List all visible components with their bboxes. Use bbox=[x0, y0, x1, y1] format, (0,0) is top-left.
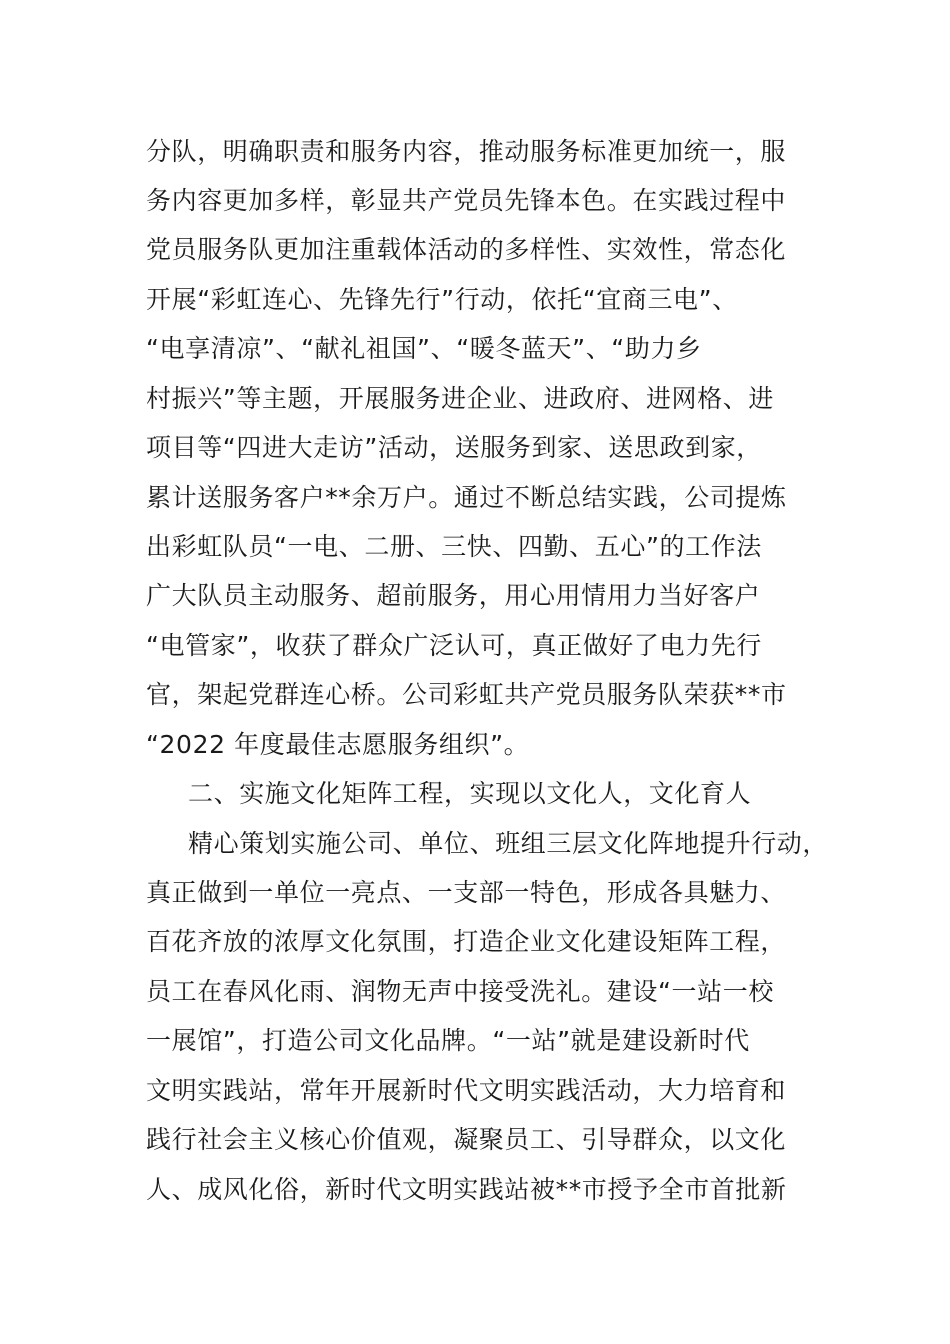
body-text-line: 村振兴”等主题，开展服务进企业、进政府、进网格、进 bbox=[146, 384, 774, 413]
paragraph-first-line: 精心策划实施公司、单位、班组三层文化阵地提升行动， bbox=[188, 829, 829, 858]
body-text-line: 员工在春风化雨、润物无声中接受洗礼。建设“一站一校 bbox=[146, 977, 774, 1006]
body-text-line: “电管家”，收获了群众广泛认可，真正做好了电力先行 bbox=[146, 631, 762, 660]
section-heading: 二、实施文化矩阵工程，实现以文化人，文化育人 bbox=[188, 779, 752, 808]
body-text-line: 项目等“四进大走访”活动，送服务到家、送思政到家， bbox=[146, 433, 762, 462]
body-text-line: 一展馆”，打造公司文化品牌。“一站”就是建设新时代 bbox=[146, 1026, 750, 1055]
body-text-line: 广大队员主动服务、超前服务，用心用情用力当好客户 bbox=[146, 581, 761, 610]
body-text-line: 践行社会主义核心价值观，凝聚员工、引导群众，以文化 bbox=[146, 1125, 787, 1154]
body-text-line: 真正做到一单位一亮点、一支部一特色，形成各具魅力、 bbox=[146, 878, 787, 907]
body-text-line: 出彩虹队员“一电、二册、三快、四勤、五心”的工作法 bbox=[146, 532, 762, 561]
body-text-line: 分队，明确职责和服务内容，推动服务标准更加统一，服 bbox=[146, 137, 787, 166]
body-text-line: 务内容更加多样，彰显共产党员先锋本色。在实践过程中 bbox=[146, 186, 787, 215]
body-text-line: “2022 年度最佳志愿服务组织”。 bbox=[146, 730, 530, 759]
body-text-line: 党员服务队更加注重载体活动的多样性、实效性，常态化 bbox=[146, 235, 787, 264]
body-text-line: “电享清凉”、“献礼祖国”、“暖冬蓝天”、“助力乡 bbox=[146, 334, 702, 363]
body-text-line: 文明实践站，常年开展新时代文明实践活动，大力培育和 bbox=[146, 1076, 787, 1105]
body-text-line: 人、成风化俗，新时代文明实践站被**市授予全市首批新 bbox=[146, 1175, 787, 1204]
body-text-line: 累计送服务客户**余万户。通过不断总结实践，公司提炼 bbox=[146, 483, 787, 512]
body-text-line: 官，架起党群连心桥。公司彩虹共产党员服务队荣获**市 bbox=[146, 680, 787, 709]
body-text-line: 开展“彩虹连心、先锋先行”行动，依托“宜商三电”、 bbox=[146, 285, 738, 314]
body-text-line: 百花齐放的浓厚文化氛围，打造企业文化建设矩阵工程， bbox=[146, 927, 787, 956]
